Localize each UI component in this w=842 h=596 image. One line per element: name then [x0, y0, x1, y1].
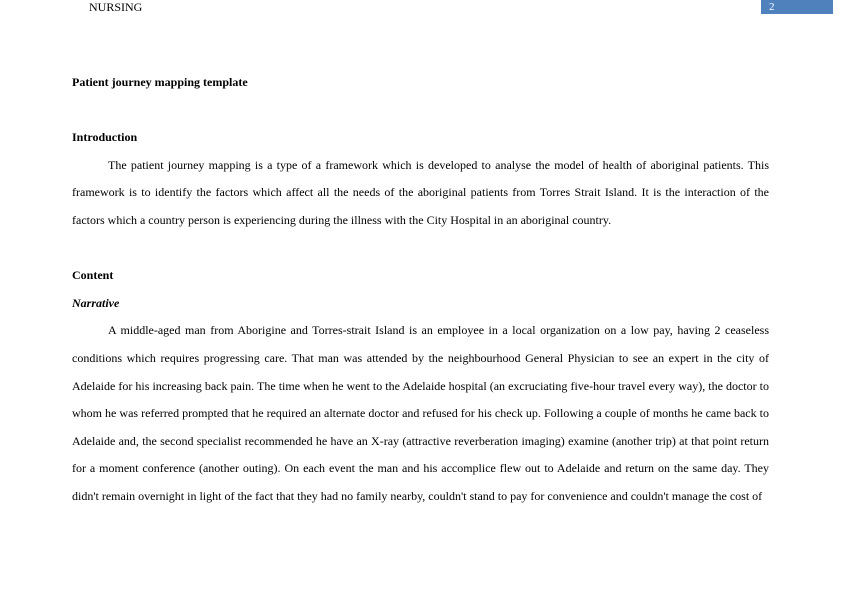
running-header: NURSING: [89, 0, 143, 14]
page-number: 2: [761, 0, 833, 14]
introduction-heading: Introduction: [72, 130, 138, 145]
narrative-heading: Narrative: [72, 295, 120, 310]
narrative-paragraph: A middle-aged man from Aborigine and Torres-strait Island is an employee in a local organization on a low pay, having 2 ceaseless conditions which requires progressing care. That man was attended by the neighbourhood General Physician to see an expert in the city of Adelaide for his increasing back pain. The time when he went to the Adelaide hospital (an excruciating five-hour travel every way), the doctor to whom he was referred prompted that he required an alternate doctor and refused for his check up. Following a couple of months he came back to Adelaide and, the second specialist recommended he have an X-ray (attractive reverberation imaging) examine (another trip) at that point return for a moment conference (another outing). On each event the man and his accomplice flew out to Adelaide and return on the same day. They didn't remain overnight in light of the fact that they had no family nearby, couldn't stand to pay for convenience and couldn't manage the cost of: [72, 323, 769, 503]
content-heading: Content: [72, 268, 114, 283]
document-body: [72, 69, 769, 511]
document-title: Patient journey mapping template: [72, 75, 248, 89]
introduction-paragraph: The patient journey mapping is a type of a framework which is developed to analyse the model of health of aboriginal patients. This framework is to identify the factors which affect all the needs of the aboriginal patients from Torres Strait Island. It is the interaction of the factors which a country person is experiencing during the illness with the City Hospital in an aboriginal country.: [72, 157, 769, 227]
